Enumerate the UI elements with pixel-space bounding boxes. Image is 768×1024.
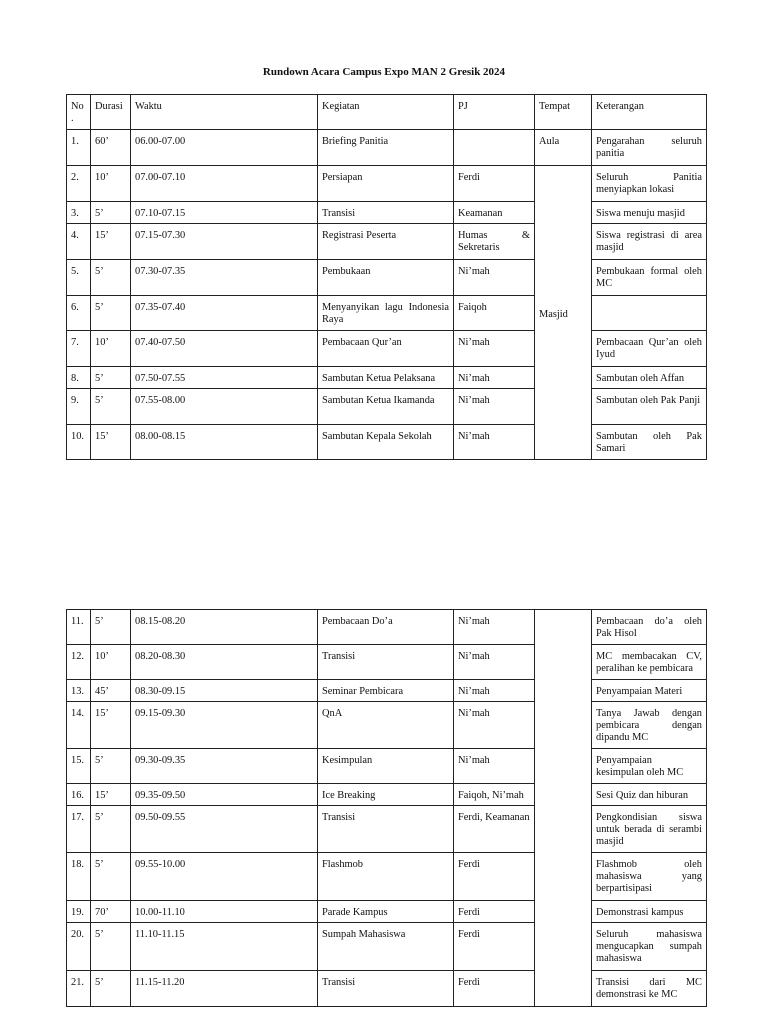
cell-waktu: 07.10-07.15 <box>131 202 318 224</box>
cell-keterangan: Siswa menuju masjid <box>592 202 707 224</box>
cell-durasi: 5’ <box>91 749 131 784</box>
cell-no: 2. <box>67 166 91 202</box>
cell-durasi: 10’ <box>91 166 131 202</box>
cell-no: 18. <box>67 853 91 901</box>
cell-durasi: 10’ <box>91 645 131 680</box>
table-row <box>67 331 707 367</box>
cell-pj: Ferdi, Keamanan <box>454 806 535 853</box>
cell-pj: Ferdi <box>454 853 535 901</box>
cell-no: 11. <box>67 610 91 645</box>
cell-no: 1. <box>67 130 91 166</box>
cell-kegiatan: Registrasi Peserta <box>318 224 454 260</box>
cell-tempat: Aula <box>535 130 592 166</box>
table-row <box>67 296 707 331</box>
table-row <box>67 130 707 166</box>
cell-pj: Ni’mah <box>454 331 535 367</box>
cell-waktu: 07.50-07.55 <box>131 367 318 389</box>
cell-keterangan: Pengkondisian siswa untuk berada di serambi masjid <box>592 806 707 853</box>
cell-pj: Faiqoh <box>454 296 535 331</box>
cell-pj <box>454 130 535 166</box>
cell-kegiatan: Pembukaan <box>318 260 454 296</box>
cell-durasi: 10’ <box>91 331 131 367</box>
cell-durasi: 5’ <box>91 202 131 224</box>
cell-kegiatan: Transisi <box>318 806 454 853</box>
cell-durasi: 5’ <box>91 923 131 971</box>
cell-kegiatan: Persiapan <box>318 166 454 202</box>
table-row <box>67 202 707 224</box>
cell-kegiatan: Menyanyikan lagu Indonesia Raya <box>318 296 454 331</box>
cell-durasi: 5’ <box>91 260 131 296</box>
cell-waktu: 07.35-07.40 <box>131 296 318 331</box>
cell-keterangan: Seluruh mahasiswa mengucapkan sumpah mahasiswa <box>592 923 707 971</box>
cell-keterangan: Pembacaan do’a oleh Pak Hisol <box>592 610 707 645</box>
cell-pj: Ni’mah <box>454 260 535 296</box>
cell-kegiatan: Briefing Panitia <box>318 130 454 166</box>
table-row <box>67 806 707 853</box>
cell-keterangan <box>592 296 707 331</box>
cell-waktu: 06.00-07.00 <box>131 130 318 166</box>
cell-keterangan: Sambutan oleh Pak Panji <box>592 389 707 425</box>
cell-keterangan: MC membacakan CV, peralihan ke pembicara <box>592 645 707 680</box>
table-row <box>67 784 707 806</box>
rundown-table-1 <box>66 94 707 460</box>
document-title: Rundown Acara Campus Expo MAN 2 Gresik 2024 <box>262 66 506 78</box>
cell-durasi: 5’ <box>91 806 131 853</box>
cell-waktu: 09.50-09.55 <box>131 806 318 853</box>
cell-waktu: 07.00-07.10 <box>131 166 318 202</box>
table-row <box>67 901 707 923</box>
table-row <box>67 853 707 901</box>
cell-kegiatan: Sambutan Ketua Pelaksana <box>318 367 454 389</box>
cell-no: 10. <box>67 425 91 460</box>
header-waktu: Waktu <box>131 95 318 130</box>
cell-waktu: 09.55-10.00 <box>131 853 318 901</box>
cell-no: 7. <box>67 331 91 367</box>
cell-keterangan: Pengarahan seluruh panitia <box>592 130 707 166</box>
table-row <box>67 260 707 296</box>
table-row <box>67 971 707 1007</box>
cell-keterangan: Pembacaan Qur’an oleh Iyud <box>592 331 707 367</box>
cell-durasi: 70’ <box>91 901 131 923</box>
table-row <box>67 610 707 645</box>
cell-pj: Ni’mah <box>454 645 535 680</box>
cell-durasi: 5’ <box>91 971 131 1007</box>
header-durasi: Durasi <box>91 95 131 130</box>
cell-keterangan: Demonstrasi kampus <box>592 901 707 923</box>
cell-keterangan: Transisi dari MC demonstrasi ke MC <box>592 971 707 1007</box>
cell-tempat-merged: Masjid <box>535 166 592 460</box>
cell-durasi: 5’ <box>91 389 131 425</box>
cell-waktu: 09.30-09.35 <box>131 749 318 784</box>
cell-pj: Ni’mah <box>454 749 535 784</box>
cell-durasi: 15’ <box>91 784 131 806</box>
table-row <box>67 645 707 680</box>
cell-keterangan: Pembukaan formal oleh MC <box>592 260 707 296</box>
header-no: No . <box>67 95 91 130</box>
cell-kegiatan: Sambutan Ketua Ikamanda <box>318 389 454 425</box>
cell-waktu: 07.55-08.00 <box>131 389 318 425</box>
header-tempat: Tempat <box>535 95 592 130</box>
cell-waktu: 11.10-11.15 <box>131 923 318 971</box>
cell-waktu: 08.30-09.15 <box>131 680 318 702</box>
cell-pj: Ferdi <box>454 971 535 1007</box>
cell-waktu: 08.15-08.20 <box>131 610 318 645</box>
table-row <box>67 702 707 749</box>
cell-no: 20. <box>67 923 91 971</box>
cell-kegiatan: Parade Kampus <box>318 901 454 923</box>
cell-no: 4. <box>67 224 91 260</box>
cell-keterangan: Flashmob oleh mahasiswa yang berpartisipasi <box>592 853 707 901</box>
cell-no: 13. <box>67 680 91 702</box>
cell-keterangan: Penyampaian Materi <box>592 680 707 702</box>
cell-waktu: 11.15-11.20 <box>131 971 318 1007</box>
cell-kegiatan: Sambutan Kepala Sekolah <box>318 425 454 460</box>
cell-waktu: 10.00-11.10 <box>131 901 318 923</box>
cell-kegiatan: Seminar Pembicara <box>318 680 454 702</box>
header-keterangan: Keterangan <box>592 95 707 130</box>
cell-pj: Ni’mah <box>454 680 535 702</box>
cell-no: 12. <box>67 645 91 680</box>
cell-pj: Ni’mah <box>454 425 535 460</box>
table-header-row <box>67 95 707 130</box>
cell-durasi: 5’ <box>91 296 131 331</box>
cell-no: 16. <box>67 784 91 806</box>
cell-kegiatan: Pembacaan Qur’an <box>318 331 454 367</box>
cell-no: 6. <box>67 296 91 331</box>
cell-kegiatan: Pembacaan Do’a <box>318 610 454 645</box>
cell-keterangan: Seluruh Panitia menyiapkan lokasi <box>592 166 707 202</box>
cell-kegiatan: Transisi <box>318 645 454 680</box>
cell-pj: Humas & Sekretaris <box>454 224 535 260</box>
cell-durasi: 15’ <box>91 224 131 260</box>
cell-pj: Ferdi <box>454 166 535 202</box>
table-row <box>67 749 707 784</box>
cell-no: 5. <box>67 260 91 296</box>
cell-durasi: 60’ <box>91 130 131 166</box>
cell-pj: Ni’mah <box>454 702 535 749</box>
cell-kegiatan: Ice Breaking <box>318 784 454 806</box>
table-row <box>67 680 707 702</box>
cell-waktu: 09.35-09.50 <box>131 784 318 806</box>
cell-keterangan: Tanya Jawab dengan pembicara dengan dipandu MC <box>592 702 707 749</box>
cell-kegiatan: Sumpah Mahasiswa <box>318 923 454 971</box>
cell-waktu: 07.15-07.30 <box>131 224 318 260</box>
table-row <box>67 389 707 425</box>
cell-waktu: 08.20-08.30 <box>131 645 318 680</box>
cell-durasi: 5’ <box>91 367 131 389</box>
cell-keterangan: Penyampaian kesimpulan oleh MC <box>592 749 707 784</box>
cell-tempat-merged <box>535 610 592 1007</box>
cell-no: 8. <box>67 367 91 389</box>
cell-durasi: 5’ <box>91 853 131 901</box>
cell-keterangan: Siswa registrasi di area masjid <box>592 224 707 260</box>
table-row <box>67 166 707 202</box>
cell-no: 9. <box>67 389 91 425</box>
cell-keterangan: Sambutan oleh Pak Samari <box>592 425 707 460</box>
cell-no: 3. <box>67 202 91 224</box>
cell-durasi: 15’ <box>91 425 131 460</box>
cell-durasi: 5’ <box>91 610 131 645</box>
cell-no: 17. <box>67 806 91 853</box>
cell-pj: Faiqoh, Ni’mah <box>454 784 535 806</box>
cell-no: 14. <box>67 702 91 749</box>
rundown-table-2 <box>66 609 707 1007</box>
cell-kegiatan: Flashmob <box>318 853 454 901</box>
table-row <box>67 923 707 971</box>
cell-pj: Ni’mah <box>454 389 535 425</box>
cell-waktu: 08.00-08.15 <box>131 425 318 460</box>
cell-pj: Ni’mah <box>454 367 535 389</box>
cell-kegiatan: Kesimpulan <box>318 749 454 784</box>
header-pj: PJ <box>454 95 535 130</box>
cell-waktu: 09.15-09.30 <box>131 702 318 749</box>
header-kegiatan: Kegiatan <box>318 95 454 130</box>
table-row <box>67 224 707 260</box>
cell-kegiatan: QnA <box>318 702 454 749</box>
cell-pj: Keamanan <box>454 202 535 224</box>
cell-pj: Ferdi <box>454 923 535 971</box>
cell-pj: Ni’mah <box>454 610 535 645</box>
cell-kegiatan: Transisi <box>318 202 454 224</box>
table-row <box>67 425 707 460</box>
cell-waktu: 07.30-07.35 <box>131 260 318 296</box>
cell-kegiatan: Transisi <box>318 971 454 1007</box>
cell-no: 15. <box>67 749 91 784</box>
table-row <box>67 367 707 389</box>
cell-durasi: 15’ <box>91 702 131 749</box>
cell-waktu: 07.40-07.50 <box>131 331 318 367</box>
cell-pj: Ferdi <box>454 901 535 923</box>
cell-keterangan: Sambutan oleh Affan <box>592 367 707 389</box>
cell-keterangan: Sesi Quiz dan hiburan <box>592 784 707 806</box>
cell-durasi: 45’ <box>91 680 131 702</box>
cell-no: 19. <box>67 901 91 923</box>
cell-no: 21. <box>67 971 91 1007</box>
